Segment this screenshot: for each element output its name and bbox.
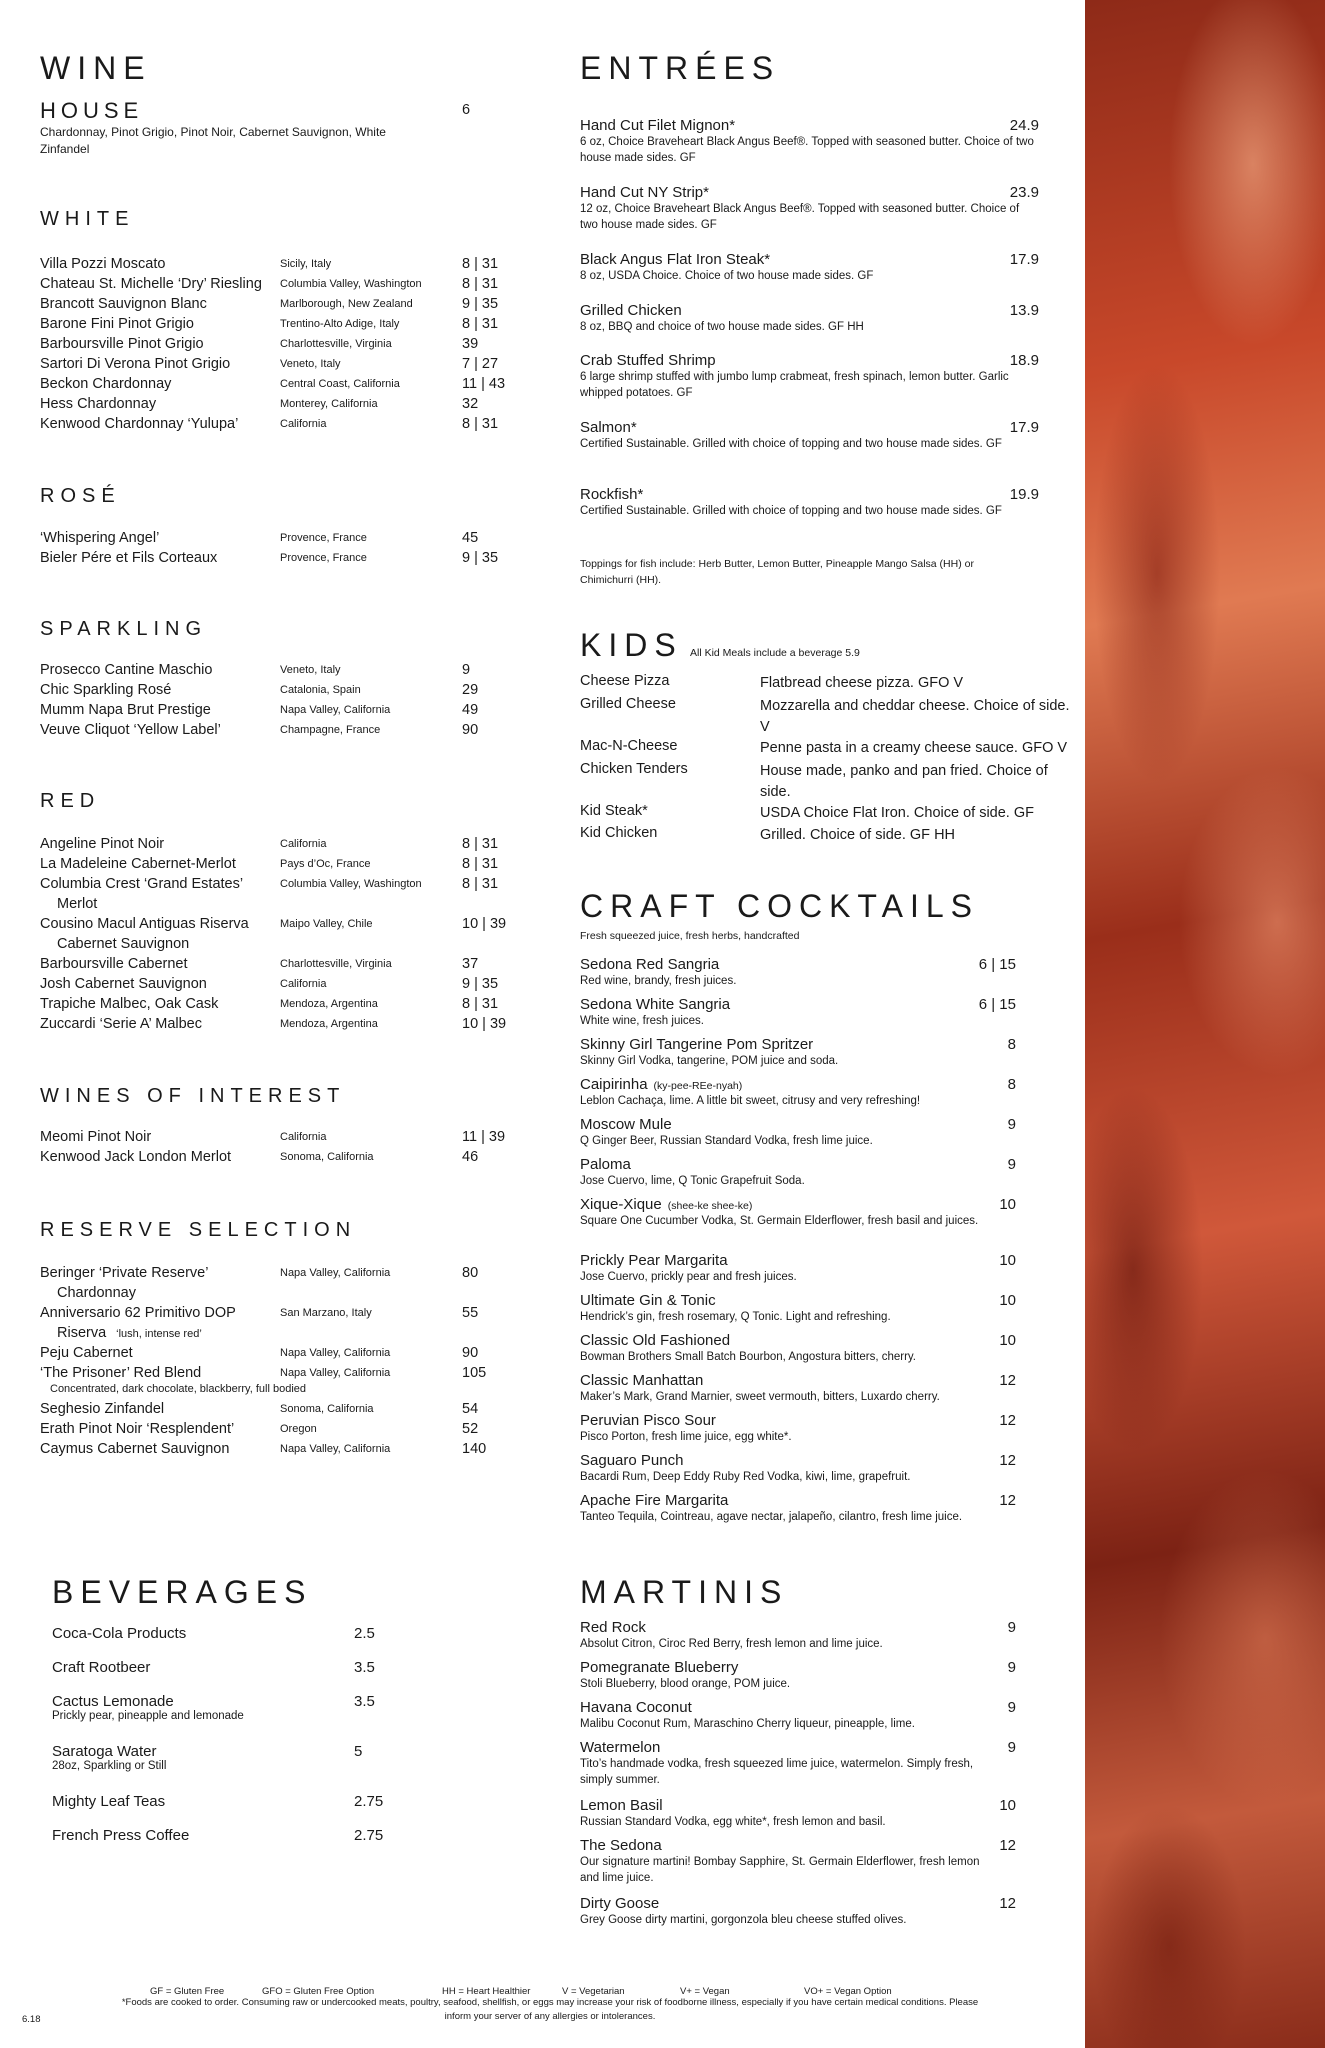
cocktail-name [580,1332,1012,1349]
beverage-name: Coca-Cola Products [52,1625,187,1642]
beverage-description: 28oz, Sparkling or Still [52,1760,167,1772]
legend-item: V = Vegetarian [562,1986,625,1997]
beverage-price: 3.5 [354,1659,375,1676]
wine-name: Seghesio Zinfandel [40,1401,165,1417]
wine-name-cont [57,1285,136,1301]
entree-price: 18.9 [1009,352,1039,369]
wine-price: 55 [462,1305,479,1321]
white-title: WHITE [40,208,135,230]
cocktail-title: Paloma [580,1156,631,1173]
cocktail-price: 12 [999,1492,1016,1509]
entree-item [580,117,1039,166]
wine-price: 8 | 31 [462,316,499,332]
wine-price: 105 [462,1365,487,1381]
beverage-price: 5 [354,1743,363,1760]
cocktail-name [580,1156,1012,1173]
wine-name-continued: Chardonnay [57,1285,136,1301]
wine-name-continued: Cabernet Sauvignon [57,936,190,952]
wine-price: 8 | 31 [462,256,499,272]
entree-price: 13.9 [1009,302,1039,319]
cocktail-item [580,996,1016,1029]
wine-price: 32 [462,396,479,412]
martini-item [580,1837,1016,1886]
wine-region: Veneto, Italy [280,664,341,676]
wine-name: Bieler Pére et Fils Corteaux [40,550,218,566]
legend-item: GF = Gluten Free [150,1986,225,1997]
beverage-item [52,1793,472,1810]
cocktail-item [580,1372,1016,1405]
wine-name: Mumm Napa Brut Prestige [40,702,211,718]
wine-region: Napa Valley, California [280,704,391,716]
cocktail-title: Skinny Girl Tangerine Pom Spritzer [580,1036,814,1053]
cocktails-subtitle: Fresh squeezed juice, fresh herbs, handcrafted [580,930,800,942]
cocktail-name [580,1116,1012,1133]
wine-name-continued: Riserva [57,1325,107,1341]
wine-name: Peju Cabernet [40,1345,133,1361]
cocktail-item [580,1076,1016,1109]
cocktail-name [580,1252,1012,1269]
entree-price: 17.9 [1009,251,1039,268]
wine-price: 8 | 31 [462,996,499,1012]
wine-price: 54 [462,1401,479,1417]
cocktail-pronunciation: (ky-pee-REe-nyah) [653,1080,743,1092]
cocktail-description: Leblon Cachaça, lime. A little bit sweet, citrusy and very refreshing! [580,1095,921,1107]
cocktail-name [580,1036,1012,1053]
wine-price: 10 | 39 [462,1016,507,1032]
wine-price: 39 [462,336,479,352]
wine-region: Charlottesville, Virginia [280,338,392,350]
beverages-title: BEVERAGES [52,1574,313,1610]
cocktail-price: 12 [999,1452,1016,1469]
cocktail-description: Bacardi Rum, Deep Eddy Ruby Red Vodka, kiwi, lime, grapefruit. [580,1471,911,1483]
cocktail-title: Classic Manhattan [580,1372,704,1389]
martini-price: 12 [999,1895,1016,1912]
wine-region: California [280,1131,327,1143]
wine-region: Oregon [280,1423,317,1435]
martini-price: 9 [1007,1619,1016,1636]
cocktail-name [580,1292,1012,1309]
wine-price: 9 [462,662,471,678]
wine-region: Sonoma, California [280,1403,374,1415]
kids-description: Penne pasta in a creamy cheese sauce. GFO V [760,740,1068,756]
beverage-price: 2.75 [354,1793,384,1810]
wine-region: California [280,978,327,990]
wine-name: Barone Fini Pinot Grigio [40,316,194,332]
entree-item [580,251,1039,284]
cocktail-title: Peruvian Pisco Sour [580,1412,716,1429]
cocktail-item [580,1252,1016,1285]
wine-name: Veuve Cliquot ‘Yellow Label’ [40,722,221,738]
wine-region: Mendoza, Argentina [280,1018,378,1030]
cocktail-title: Moscow Mule [580,1116,672,1133]
cocktail-title: Xique-Xique [580,1196,662,1213]
wine-region: Sicily, Italy [280,258,332,270]
beverage-name: French Press Coffee [52,1827,190,1844]
cocktail-description: Maker’s Mark, Grand Marnier, sweet vermouth, bitters, Luxardo cherry. [580,1391,940,1403]
wine-name: Josh Cabernet Sauvignon [40,976,207,992]
wine-name-cont [57,896,97,912]
martini-description: Our signature martini! Bombay Sapphire, St. Germain Elderflower, fresh lemon and lime juice. [580,1856,980,1884]
cocktail-price: 8 [1007,1036,1016,1053]
cocktail-name [580,1452,1012,1469]
beverage-price: 2.5 [354,1625,375,1642]
kids-beverage-note: All Kid Meals include a beverage 5.9 [690,647,860,659]
cocktail-description: Jose Cuervo, prickly pear and fresh juices. [580,1271,797,1283]
cocktail-name [580,1196,1012,1213]
wine-name: Beringer ‘Private Reserve’ [40,1265,209,1281]
martini-description: Tito’s handmade vodka, fresh squeezed lime juice, watermelon. Simply fresh, simply summer. [580,1758,974,1786]
cocktail-title: Classic Old Fashioned [580,1332,731,1349]
red-title: RED [40,790,101,812]
cocktail-title: Saguaro Punch [580,1452,684,1469]
wine-region: Central Coast, California [280,378,400,390]
entree-name: Rockfish* [580,486,644,503]
entree-price: 19.9 [1009,486,1039,503]
wine-name: Meomi Pinot Noir [40,1129,152,1145]
entree-description: 8 oz, USDA Choice. Choice of two house made sides. GF [580,270,874,282]
kids-name: Kid Steak* [580,803,648,819]
martinis-title: MARTINIS [580,1574,789,1610]
martini-description: Malibu Coconut Rum, Maraschino Cherry liqueur, pineapple, lime. [580,1718,915,1730]
cocktails-title: CRAFT COCKTAILS [580,888,979,924]
martini-item [580,1895,1016,1928]
wine-price: 8 | 31 [462,836,499,852]
martini-description: Absolut Citron, Ciroc Red Berry, fresh lemon and lime juice. [580,1638,883,1650]
canyon-photo [1085,0,1325,2048]
wine-price: 9 | 35 [462,976,499,992]
entree-description: Certified Sustainable. Grilled with choice of topping and two house made sides. GF [580,505,1002,517]
wine-name: ‘Whispering Angel’ [40,530,160,546]
martini-name: Red Rock [580,1619,646,1636]
cocktail-name [580,1412,1012,1429]
cocktail-price: 10 [999,1196,1016,1213]
martini-price: 9 [1007,1739,1016,1756]
beverage-price: 3.5 [354,1693,375,1710]
wine-name: Prosecco Cantine Maschio [40,662,213,678]
wine-region: Trentino-Alto Adige, Italy [280,318,400,330]
wine-price: 9 | 35 [462,296,499,312]
cocktail-description: Pisco Porton, fresh lime juice, egg white*. [580,1431,792,1443]
martini-item [580,1659,1016,1692]
kids-name: Cheese Pizza [580,673,670,689]
entree-description: 12 oz, Choice Braveheart Black Angus Beef®. Topped with seasoned butter. Choice of two house made sides. GF [580,203,1020,231]
cocktail-item [580,1412,1016,1445]
cocktail-item [580,1156,1016,1189]
martini-price: 10 [999,1797,1016,1814]
house-price: 6 [462,102,471,118]
wine-name: Cousino Macul Antiguas Riserva [40,916,249,932]
martini-name: Lemon Basil [580,1797,663,1814]
cocktail-price: 10 [999,1252,1016,1269]
menu-version: 6.18 [22,2014,41,2025]
martini-price: 12 [999,1837,1016,1854]
kids-description: USDA Choice Flat Iron. Choice of side. GF [760,805,1034,821]
wine-price: 7 | 27 [462,356,499,372]
entree-name: Salmon* [580,419,637,436]
beverage-name: Craft Rootbeer [52,1659,151,1676]
wine-price: 10 | 39 [462,916,507,932]
wine-name: Barboursville Pinot Grigio [40,336,204,352]
cocktail-title: Caipirinha [580,1076,648,1093]
wine-price: 140 [462,1441,487,1457]
wine-name: Zuccardi ‘Serie A’ Malbec [40,1016,202,1032]
entree-name: Hand Cut Filet Mignon* [580,117,736,134]
kids-description: Flatbread cheese pizza. GFO V [760,675,964,691]
wine-name: Villa Pozzi Moscato [40,256,166,272]
martini-description: Russian Standard Vodka, egg white*, fresh lemon and basil. [580,1816,886,1828]
wine-region: Veneto, Italy [280,358,341,370]
martini-name: The Sedona [580,1837,662,1854]
sparkling-title: SPARKLING [40,618,207,640]
cocktail-title: Apache Fire Margarita [580,1492,729,1509]
wine-region: Charlottesville, Virginia [280,958,392,970]
wine-name: Barboursville Cabernet [40,956,188,972]
martini-description: Grey Goose dirty martini, gorgonzola bleu cheese stuffed olives. [580,1914,907,1926]
martini-item [580,1797,1016,1830]
cocktail-name [580,956,1012,973]
food-disclaimer: *Foods are cooked to order. Consuming raw or undercooked meats, poultry, seafood, shellfish, or eggs may increase your risk of foodborne illness, especially if you have certain medical conditions. Please inform your server of any allergies or intolerances. [121,1997,979,2022]
wine-name: Beckon Chardonnay [40,376,172,392]
entrees-title: ENTRÉES [580,50,781,86]
cocktail-price: 10 [999,1332,1016,1349]
wine-name: Caymus Cabernet Sauvignon [40,1441,230,1457]
martini-name: Watermelon [580,1739,661,1756]
cocktail-price: 10 [999,1292,1016,1309]
entree-description: 6 oz, Choice Braveheart Black Angus Beef®. Topped with seasoned butter. Choice of two house made sides. GF [580,136,1034,164]
kids-name: Kid Chicken [580,825,658,841]
wine-region: Napa Valley, California [280,1367,391,1379]
kids-description: Mozzarella and cheddar cheese. Choice of side. V [760,698,1070,735]
entree-price: 23.9 [1009,184,1039,201]
wine-price: 9 | 35 [462,550,499,566]
wine-price: 52 [462,1421,479,1437]
wine-price: 90 [462,722,479,738]
wine-name: Kenwood Chardonnay ‘Yulupa’ [40,416,239,432]
wine-name: Columbia Crest ‘Grand Estates’ [40,876,244,892]
legend-item: HH = Heart Healthier [442,1986,531,1997]
cocktail-description: Bowman Brothers Small Batch Bourbon, Angostura bitters, cherry. [580,1351,916,1363]
entree-price: 24.9 [1009,117,1039,134]
cocktail-description: Jose Cuervo, lime, Q Tonic Grapefruit Soda. [580,1175,805,1187]
wine-region: Columbia Valley, Washington [280,278,422,290]
cocktail-item [580,1036,1016,1069]
cocktail-item [580,956,1016,989]
wine-note: Concentrated, dark chocolate, blackberry, full bodied [50,1383,306,1395]
wine-name: Angeline Pinot Noir [40,836,165,852]
martini-name: Havana Coconut [580,1699,692,1716]
fish-toppings-note: Toppings for fish include: Herb Butter, Lemon Butter, Pineapple Mango Salsa (HH) or Chimichurri (HH). [580,558,974,586]
wine-price: 45 [462,530,479,546]
cocktail-description: Q Ginger Beer, Russian Standard Vodka, fresh lime juice. [580,1135,873,1147]
house-description: Chardonnay, Pinot Grigio, Pinot Noir, Cabernet Sauvignon, White Zinfandel [40,125,386,156]
cocktail-description: Skinny Girl Vodka, tangerine, POM juice and soda. [580,1055,839,1067]
wine-price: 11 | 39 [462,1129,506,1145]
wine-name-cont [57,936,189,952]
beverage-name: Cactus Lemonade [52,1693,174,1710]
wine-name: Chic Sparkling Rosé [40,682,172,698]
martini-item [580,1739,1016,1788]
wine-title: WINE [40,50,152,86]
martini-description: Stoli Blueberry, blood orange, POM juice. [580,1678,791,1690]
wine-region: California [280,418,327,430]
martini-item [580,1619,1016,1652]
wine-name-continued: Merlot [57,896,98,912]
kids-name: Mac-N-Cheese [580,738,678,754]
wine-price: 11 | 43 [462,376,506,392]
wine-region: California [280,838,327,850]
cocktail-name [580,996,1012,1013]
wine-region: San Marzano, Italy [280,1307,372,1319]
legend-item: V+ = Vegan [680,1986,730,1997]
cocktail-price: 12 [999,1372,1016,1389]
cocktail-price: 12 [999,1412,1016,1429]
kids-title: KIDS [580,627,683,663]
cocktail-name [580,1492,1012,1509]
wine-name: La Madeleine Cabernet-Merlot [40,856,236,872]
beverage-price: 2.75 [354,1827,384,1844]
cocktail-item [580,1292,1016,1325]
wine-price: 80 [462,1265,479,1281]
cocktail-title: Sedona White Sangria [580,996,731,1013]
entree-name: Crab Stuffed Shrimp [580,352,716,369]
wine-region: Mendoza, Argentina [280,998,378,1010]
cocktail-title: Ultimate Gin & Tonic [580,1292,716,1309]
cocktail-item [580,1332,1016,1365]
cocktail-description: Hendrick’s gin, fresh rosemary, Q Tonic. Light and refreshing. [580,1311,891,1323]
wine-region: Napa Valley, California [280,1267,391,1279]
cocktail-pronunciation: (shee-ke shee-ke) [667,1200,753,1212]
wine-price: 8 | 31 [462,856,499,872]
cocktail-title: Prickly Pear Margarita [580,1252,728,1269]
cocktail-description: White wine, fresh juices. [580,1015,704,1027]
martini-price: 9 [1007,1699,1016,1716]
entree-item [580,184,1039,233]
wine-price: 8 | 31 [462,276,499,292]
wine-region: Monterey, California [280,398,378,410]
beverage-name: Saratoga Water [52,1743,157,1760]
wine-region: Catalonia, Spain [280,684,361,696]
entree-name: Black Angus Flat Iron Steak* [580,251,771,268]
house-title: HOUSE [40,98,144,123]
beverage-name: Mighty Leaf Teas [52,1793,166,1810]
reserve-title: RESERVE SELECTION [40,1219,357,1241]
wine-region: Provence, France [280,552,367,564]
cocktail-description: Red wine, brandy, fresh juices. [580,975,737,987]
cocktail-title: Sedona Red Sangria [580,956,720,973]
wine-price: 49 [462,702,479,718]
wine-name-cont [57,1325,202,1341]
cocktail-item [580,1492,1016,1525]
wine-price: 37 [462,956,479,972]
cocktail-price: 9 [1007,1156,1016,1173]
legend-item: GFO = Gluten Free Option [262,1986,375,1997]
cocktail-item [580,1452,1016,1485]
entree-name: Hand Cut NY Strip* [580,184,709,201]
wine-name: Chateau St. Michelle ‘Dry’ Riesling [40,276,262,292]
cocktail-price: 8 [1007,1076,1016,1093]
beverage-item [52,1625,472,1642]
interest-title: WINES OF INTEREST [40,1085,346,1107]
wine-region: Provence, France [280,532,367,544]
entree-price: 17.9 [1009,419,1039,436]
wine-region: Napa Valley, California [280,1347,391,1359]
wine-price: 29 [462,682,479,698]
kids-name: Grilled Cheese [580,696,676,712]
wine-name: Erath Pinot Noir ‘Resplendent’ [40,1421,235,1437]
beverage-item [52,1659,472,1676]
beverage-item [52,1693,472,1722]
wine-region: Champagne, France [280,724,381,736]
wine-name: Anniversario 62 Primitivo DOP [40,1305,236,1321]
cocktail-name [580,1372,1012,1389]
wine-name: Brancott Sauvignon Blanc [40,296,207,312]
entree-item [580,419,1039,452]
cocktail-price: 6 | 15 [978,996,1016,1013]
cocktail-description: Square One Cucumber Vodka, St. Germain Elderflower, fresh basil and juices. [580,1215,979,1227]
entree-item [580,302,1039,335]
wine-name: Hess Chardonnay [40,396,157,412]
entree-description: 8 oz, BBQ and choice of two house made sides. GF HH [580,321,864,333]
beverage-description: Prickly pear, pineapple and lemonade [52,1710,244,1722]
wine-region: Marlborough, New Zealand [280,298,413,310]
wine-price: 8 | 31 [462,416,499,432]
entree-item [580,486,1039,519]
kids-description: House made, panko and pan fried. Choice of side. [760,763,1048,800]
cocktail-item [580,1196,1016,1229]
martini-price: 9 [1007,1659,1016,1676]
beverage-item [52,1827,472,1844]
wine-region: Napa Valley, California [280,1443,391,1455]
martini-item [580,1699,1016,1732]
martini-name: Pomegranate Blueberry [580,1659,739,1676]
entree-item [580,352,1039,401]
wine-name: Trapiche Malbec, Oak Cask [40,996,219,1012]
wine-name: Kenwood Jack London Merlot [40,1149,232,1165]
kids-description: Grilled. Choice of side. GF HH [760,827,956,843]
wine-region: Sonoma, California [280,1151,374,1163]
cocktail-item [580,1116,1016,1149]
cocktail-name [580,1076,1012,1093]
wine-name: ‘The Prisoner’ Red Blend [40,1365,202,1381]
cocktail-description: Tanteo Tequila, Cointreau, agave nectar, jalapeño, cilantro, fresh lime juice. [580,1511,963,1523]
beverage-item [52,1743,472,1772]
entree-description: 6 large shrimp stuffed with jumbo lump crabmeat, fresh spinach, lemon butter. Garlic whipped potatoes. GF [580,371,1009,399]
legend-item: VO+ = Vegan Option [804,1986,892,1997]
wine-price: 8 | 31 [462,876,499,892]
wine-region: Pays d’Oc, France [280,858,371,870]
entree-description: Certified Sustainable. Grilled with choice of topping and two house made sides. GF [580,438,1002,450]
wine-region: Maipo Valley, Chile [280,918,373,930]
martini-name: Dirty Goose [580,1895,660,1912]
entree-name: Grilled Chicken [580,302,682,319]
cocktail-price: 6 | 15 [978,956,1016,973]
cocktail-price: 9 [1007,1116,1016,1133]
kids-name: Chicken Tenders [580,761,688,777]
wine-name: Sartori Di Verona Pinot Grigio [40,356,231,372]
wine-price: 90 [462,1345,479,1361]
wine-region: Columbia Valley, Washington [280,878,422,890]
wine-price: 46 [462,1149,479,1165]
rose-title: ROSÉ [40,485,121,507]
wine-note: ‘lush, intense red’ [116,1328,202,1340]
